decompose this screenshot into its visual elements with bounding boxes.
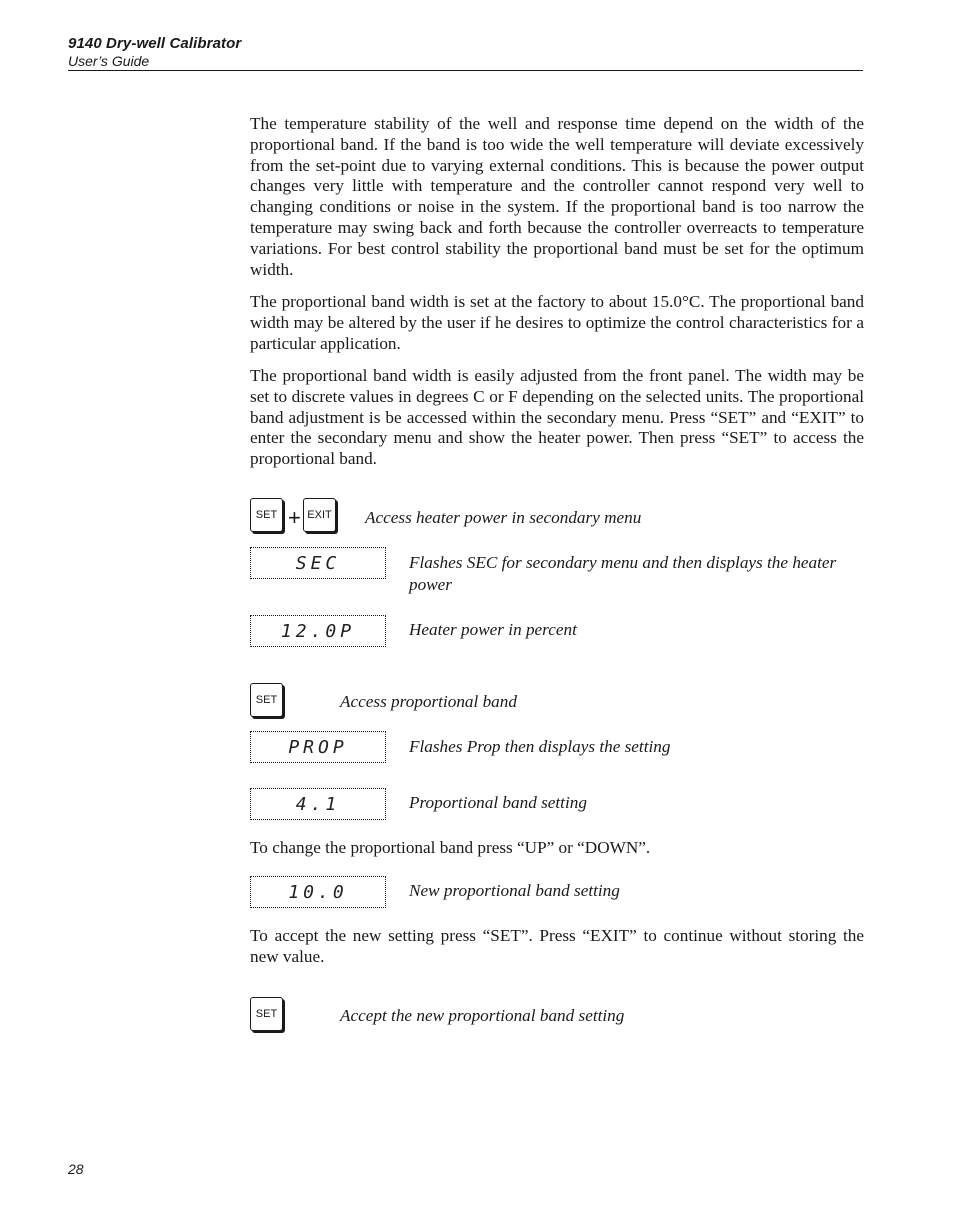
caption-secondary-menu: Access heater power in secondary menu <box>365 508 642 527</box>
manual-title: 9140 Dry-well Calibrator <box>68 35 242 52</box>
lcd-display-sec: SEC <box>250 547 386 579</box>
paragraph-stability: The temperature stability of the well and response time depend on the width of the proportional band. If the band is too wide the well temperature will deviate excessively from the set-point due to varying external conditions. This is because the power output changes very little with temperature and the controller cannot respond very well to changing conditions or noise in the system. If the proportional band is too narrow the temperature may swing back and forth because the controller overreacts to temperature variations. For best control stability the proportional band must be set for the optimum width. <box>250 114 864 279</box>
paragraph-accept: To accept the new setting press “SET”. Press “EXIT” to continue without storing the new value. <box>250 926 864 966</box>
paragraph-factory-setting: The proportional band width is set at the factory to about 15.0°C. The proportional band width may be altered by the user if he desires to optimize the control characteristics for a particular application. <box>250 292 864 353</box>
set-key: SET <box>250 498 283 532</box>
lcd-display-new-setting: 10.0 <box>250 876 386 908</box>
caption-access-prop-band: Access proportional band <box>340 692 517 711</box>
lcd-display-setting: 4.1 <box>250 788 386 820</box>
header-divider <box>68 70 863 71</box>
page-number: 28 <box>68 1161 84 1177</box>
caption-setting: Proportional band setting <box>409 793 587 812</box>
caption-heater-power: Heater power in percent <box>409 620 577 639</box>
set-key: SET <box>250 997 283 1031</box>
set-key: SET <box>250 683 283 717</box>
paragraph-adjustment: The proportional band width is easily adjusted from the front panel. The width may be set to discrete values in degrees C or F depending on the selected units. The proportional band adjustment is be accessed within the secondary menu. Press “SET” and “EXIT” to enter the secondary menu and show the heater power. Then press “SET” to access the proportional band. <box>250 366 864 469</box>
plus-sign: + <box>288 505 301 530</box>
paragraph-change: To change the proportional band press “UP” or “DOWN”. <box>250 838 651 857</box>
caption-new-setting: New proportional band setting <box>409 881 620 900</box>
caption-prop: Flashes Prop then displays the setting <box>409 737 671 756</box>
lcd-display-prop: PROP <box>250 731 386 763</box>
manual-subtitle: User’s Guide <box>68 53 150 69</box>
caption-accept: Accept the new proportional band setting <box>340 1006 625 1025</box>
exit-key: EXIT <box>303 498 336 532</box>
caption-sec: Flashes SEC for secondary menu and then displays the heater power <box>409 553 837 594</box>
lcd-display-heater-power: 12.0P <box>250 615 386 647</box>
